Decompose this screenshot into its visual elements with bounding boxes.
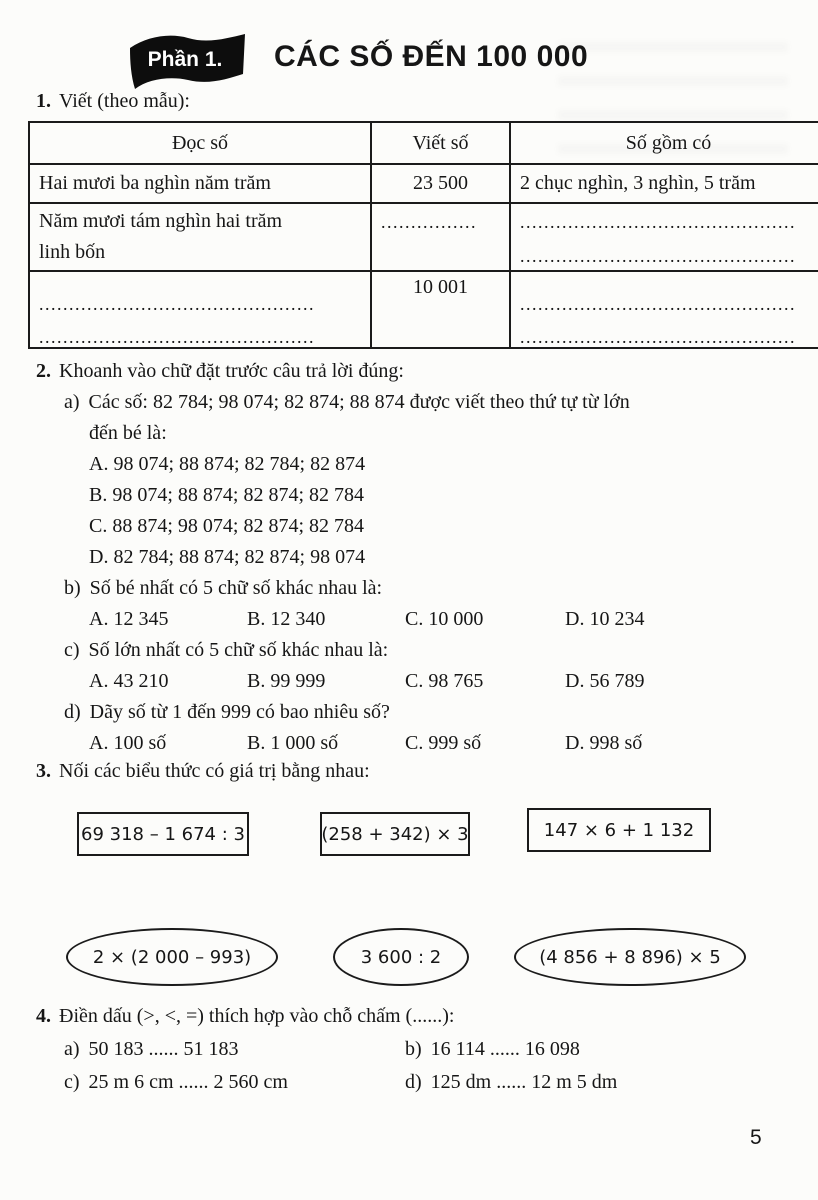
exercise2a-question-cont: đến bé là: [89,422,167,444]
exercise3-prompt: 3. Nối các biểu thức có giá trị bằng nhau: [36,760,370,782]
option-c: C. 88 874; 98 074; 82 874; 82 784 [89,515,365,537]
table-header-row [29,122,818,164]
option-c: C. 10 000 [405,608,484,630]
option-b: B. 98 074; 88 874; 82 874; 82 784 [89,484,365,506]
part-label: Phần 1. [147,48,223,71]
exercise2d-question: d) Dãy số từ 1 đến 999 có bao nhiêu số? [64,701,390,723]
option-a: A. 43 210 [89,670,169,692]
option-d: D. 82 784; 88 874; 82 874; 98 074 [89,546,366,568]
option-d: D. 998 số [565,732,643,754]
option-a: A. 98 074; 88 874; 82 784; 82 874 [89,453,366,475]
exercise2b-question: b) Số bé nhất có 5 chữ số khác nhau là: [64,577,383,599]
option-b: B. 1 000 số [247,732,339,754]
col-header-so-gom-co: Số gồm có [510,122,818,164]
cell-doc-so-blank: .............................................. .............................................. [29,271,371,348]
cell-so-gom-co: 2 chục nghìn, 3 nghìn, 5 trăm [510,164,818,203]
cell-doc-so: Năm mươi tám nghìn hai trăm linh bốn [29,203,371,271]
exercise2-prompt: 2. Khoanh vào chữ đặt trước câu trả lời đúng: [36,360,404,382]
expression-ellipse: 3 600 : 2 [333,928,469,986]
exercise4-item-b: b) 16 114 ...... 16 098 [405,1038,580,1060]
cell-viet-so: 10 001 [371,271,510,348]
page-number: 5 [750,1126,762,1149]
cell-so-gom-co-blank: .............................................. .............................................. [510,203,818,271]
option-d: D. 10 234 [565,608,645,630]
table-row [29,271,818,348]
page-title: CÁC SỐ ĐẾN 100 000 [274,40,589,73]
table-row [29,203,818,271]
option-a: A. 100 số [89,732,167,754]
option-c: C. 98 765 [405,670,484,692]
exercise1-table [28,121,818,349]
exercise4-row [0,1033,818,1066]
cell-viet-so: 23 500 [371,164,510,203]
col-header-doc-so: Đọc số [29,122,371,164]
option-c: C. 999 số [405,732,482,754]
option-d: D. 56 789 [565,670,645,692]
expression-box: 69 318 – 1 674 : 3 [77,812,249,856]
option-a: A. 12 345 [89,608,169,630]
table-row [29,164,818,203]
exercise2 [0,356,818,759]
exercise4-item-a: a) 50 183 ...... 51 183 [64,1038,239,1060]
option-b: B. 99 999 [247,670,326,692]
exercise4-prompt: 4. Điền dấu (>, <, =) thích hợp vào chỗ chấm (......): [36,1005,455,1027]
cell-doc-so: Hai mươi ba nghìn năm trăm [29,164,371,203]
expression-ellipse: 2 × (2 000 – 993) [66,928,278,986]
expression-ellipse: (4 856 + 8 896) × 5 [514,928,746,986]
exercise4-item-c: c) 25 m 6 cm ...... 2 560 cm [64,1071,288,1093]
exercise4 [0,1000,818,1099]
exercise4-row [0,1066,818,1099]
expression-box: (258 + 342) × 3 [320,812,470,856]
cell-so-gom-co-blank: .............................................. .............................................. [510,271,818,348]
exercise1-text: Viết (theo mẫu): [59,90,190,112]
exercise4-item-d: d) 125 dm ...... 12 m 5 dm [405,1071,618,1093]
expression-box: 147 × 6 + 1 132 [527,808,711,852]
option-b: B. 12 340 [247,608,326,630]
part-banner [126,32,250,92]
exercise2c-question: c) Số lớn nhất có 5 chữ số khác nhau là: [64,639,389,661]
exercise1-number: 1. [36,90,51,112]
exercise2d-options [0,728,818,759]
exercise2b-options [0,604,818,635]
cell-viet-so-blank: ................ [371,203,510,271]
exercise2a-question: a) Các số: 82 784; 98 074; 82 874; 88 874 được viết theo thứ tự từ lớn [64,391,630,413]
col-header-viet-so: Viết số [371,122,510,164]
exercise1-prompt [36,90,190,113]
exercise2c-options [0,666,818,697]
